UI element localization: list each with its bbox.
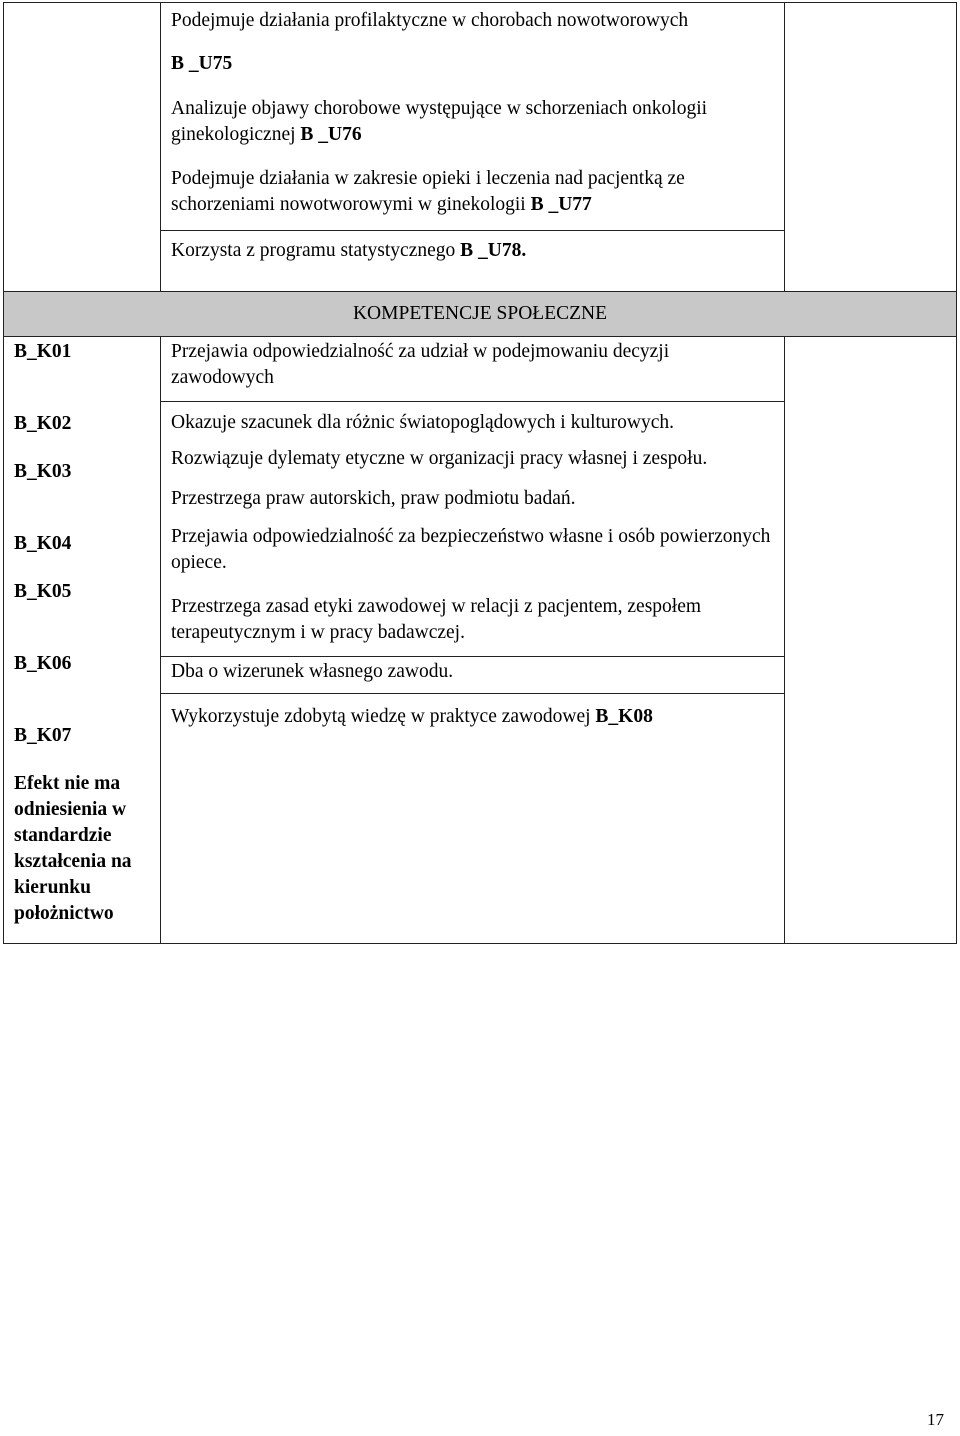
code-b-k05: B_K05 [14, 581, 72, 602]
skill-item-1: Podejmuje działania profilaktyczne w chorobach nowotworowych [170, 10, 689, 31]
competence-item-2: Okazuje szacunek dla różnic światopoglądowych i kulturowych. [170, 412, 675, 433]
competences-row [4, 337, 957, 944]
code-b-k03: B_K03 [14, 461, 72, 482]
competence-extra-cell [784, 337, 956, 944]
competence-item-4: Przestrzega praw autorskich, praw podmiotu badań. [170, 488, 576, 509]
competence-item-7: Dba o wizerunek własnego zawodu. [170, 661, 454, 682]
skill-item-3: Analizuje objawy chorobowe występujące w schorzeniach onkologii ginekologicznej B _U76 [170, 98, 708, 145]
code-b-k01: B_K01 [14, 341, 72, 362]
note-no-reference: Efekt nie ma odniesienia w standardzie kształcenia na kierunku położnictwo [14, 773, 132, 924]
competence-codes-cell [4, 337, 161, 944]
skills-row [4, 3, 957, 292]
competence-item-8: Wykorzystuje zdobytą wiedzę w praktyce zawodowej B_K08 [170, 706, 653, 727]
competence-item-6: Przestrzega zasad etyki zawodowej w relacji z pacjentem, zespołem terapeutycznym i w pracy badawczej. [170, 596, 702, 643]
skill-item-4: Podejmuje działania w zakresie opieki i leczenia nad pacjentką ze schorzeniami nowotworowymi w ginekologii B _U77 [170, 168, 685, 215]
competence-item-5: Przejawia odpowiedzialność za bezpieczeństwo własne i osób powierzonych opiece. [170, 526, 771, 573]
competence-item-1: Przejawia odpowiedzialność za udział w podejmowaniu decyzji zawodowych [170, 341, 670, 388]
section-title: KOMPETENCJE SPOŁECZNE [4, 292, 957, 337]
skill-item-5: Korzysta z programu statystycznego B _U78. [170, 240, 527, 261]
skills-desc-cell [160, 3, 784, 292]
code-b-k07: B_K07 [14, 725, 72, 746]
competence-desc-cell [160, 337, 784, 944]
code-b-k06: B_K06 [14, 653, 72, 674]
code-b-k02: B_K02 [14, 413, 72, 434]
skills-code-cell [4, 3, 161, 292]
page-number: 17 [927, 1410, 944, 1429]
skills-extra-cell [784, 3, 956, 292]
code-b-k04: B_K04 [14, 533, 72, 554]
section-header-row [4, 292, 957, 337]
learning-outcomes-table [3, 2, 957, 944]
competence-item-3: Rozwiązuje dylematy etyczne w organizacji pracy własnej i zespołu. [170, 448, 708, 469]
skill-item-2: B _U75 [170, 53, 233, 74]
